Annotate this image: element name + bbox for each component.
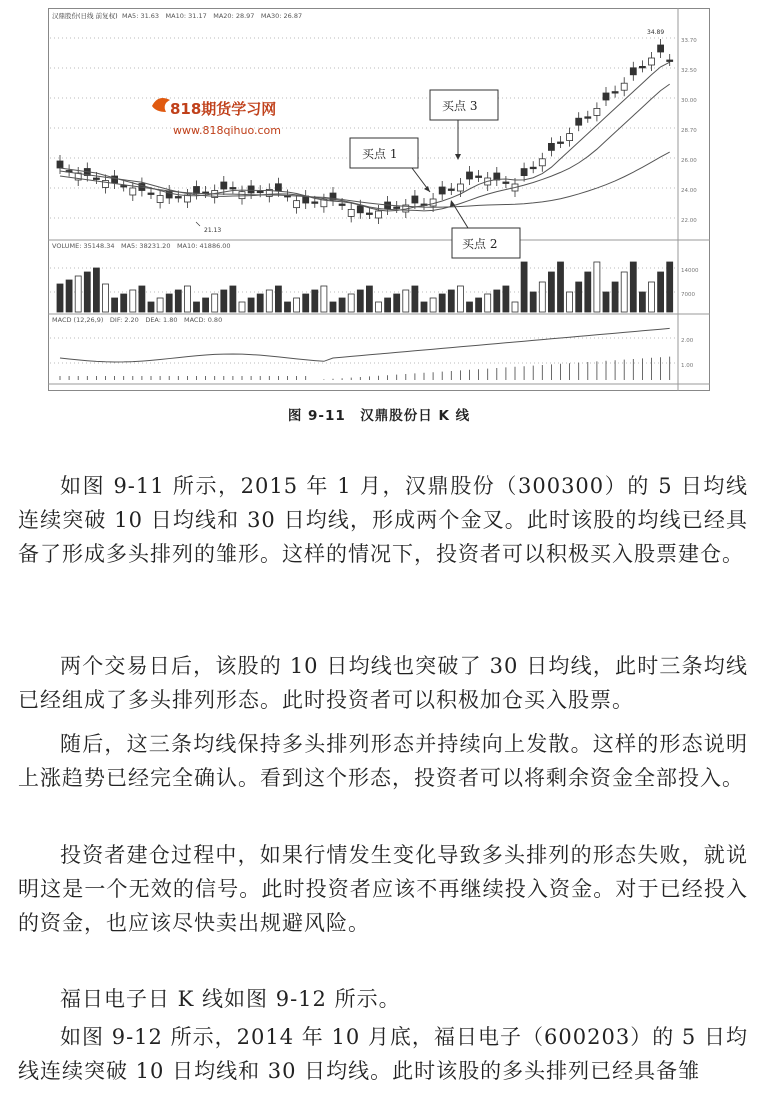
- volume-bar: [257, 294, 263, 312]
- svg-text:14000: 14000: [681, 268, 699, 274]
- body-paragraph-1: 如图 9-11 所示，2015 年 1 月，汉鼎股份（300300）的 5 日均线连续突破 10 日均线和 30 日均线，形成两个金叉。此时该股的均线已经具备了形成多头排列的雏形。这样的情况下，投资者可以积极买入股票建仓。: [18, 474, 748, 566]
- volume-bar: [366, 286, 372, 312]
- volume-bar: [275, 286, 281, 312]
- candle-body: [130, 188, 136, 195]
- candle-body: [257, 191, 263, 193]
- price-min-label: 21.13: [204, 227, 222, 234]
- volume-bar: [203, 298, 209, 312]
- candle-body: [548, 143, 554, 150]
- volume-bar: [421, 302, 427, 312]
- volume-bar: [530, 292, 536, 312]
- volume-bar: [303, 294, 309, 312]
- annotation-2-label: 买点 2: [462, 237, 498, 251]
- candle-body: [230, 188, 236, 190]
- volume-bar: [658, 272, 664, 312]
- candle-body: [357, 206, 363, 213]
- volume-bar: [148, 302, 154, 312]
- watermark-brand: 818期货学习网: [170, 100, 277, 118]
- candle-body: [448, 189, 454, 191]
- volume-bar: [548, 272, 554, 312]
- volume-bar: [594, 262, 600, 312]
- candle-body: [658, 45, 664, 52]
- price-max-label: 34.89: [647, 29, 665, 36]
- candle-body: [394, 207, 400, 209]
- volume-bar: [412, 286, 418, 312]
- body-paragraph-5: 福日电子日 K 线如图 9-12 所示。: [60, 987, 401, 1011]
- volume-bar: [121, 294, 127, 312]
- candle-body: [294, 201, 300, 208]
- macd-legend: MACD (12,26,9) DIF: 2.20 DEA: 1.80 MACD: 0.80: [52, 316, 223, 324]
- candle-body: [603, 93, 609, 100]
- svg-text:32.50: 32.50: [681, 68, 697, 74]
- candle-body: [339, 204, 345, 206]
- volume-bar: [539, 282, 545, 312]
- volume-bar: [567, 292, 573, 312]
- candle-body: [312, 202, 318, 204]
- annotation-1-label: 买点 1: [362, 147, 398, 161]
- volume-bar: [75, 276, 81, 312]
- candle-body: [366, 213, 372, 215]
- volume-bar: [166, 294, 172, 312]
- volume-bar: [157, 298, 163, 312]
- svg-text:2.00: 2.00: [681, 338, 694, 344]
- candle-body: [476, 176, 482, 178]
- candle-body: [612, 92, 618, 94]
- volume-bar: [439, 294, 445, 312]
- volume-bar: [403, 290, 409, 312]
- volume-bar: [448, 290, 454, 312]
- candle-body: [221, 182, 227, 189]
- body-paragraph-3: 随后，这三条均线保持多头排列形态并持续向上发散。这样的形态说明上涨趋势已经完全确认。看到这个形态，投资者可以将剩余资金全部投入。: [18, 732, 748, 790]
- volume-bar: [239, 302, 245, 312]
- volume-legend: VOLUME: 35148.34 MA5: 38231.20 MA10: 41886.00: [52, 242, 231, 250]
- candle-body: [175, 197, 181, 199]
- candle-body: [194, 187, 200, 194]
- volume-bar: [512, 302, 518, 312]
- volume-bar: [385, 298, 391, 312]
- candle-body: [621, 83, 627, 90]
- svg-text:7000: 7000: [681, 292, 695, 298]
- volume-bar: [612, 282, 618, 312]
- volume-bar: [467, 302, 473, 312]
- volume-bar: [184, 286, 190, 312]
- volume-bar: [230, 286, 236, 312]
- volume-bar: [485, 294, 491, 312]
- volume-bar: [558, 262, 564, 312]
- volume-bar: [494, 290, 500, 312]
- candle-body: [121, 186, 127, 188]
- volume-bar: [66, 280, 72, 312]
- volume-bar: [576, 282, 582, 312]
- candle-body: [649, 58, 655, 65]
- candle-body: [239, 192, 245, 199]
- svg-text:33.70: 33.70: [681, 38, 697, 44]
- stock-title: 汉鼎股份(日线 前复权): [52, 12, 118, 20]
- candle-body: [412, 196, 418, 203]
- volume-bar: [221, 290, 227, 312]
- volume-bar: [84, 272, 90, 312]
- volume-bar: [212, 294, 218, 312]
- annotation-3-label: 买点 3: [442, 99, 478, 113]
- volume-bar: [521, 262, 527, 312]
- volume-bar: [430, 298, 436, 312]
- volume-bar: [139, 286, 145, 312]
- volume-bar: [630, 262, 636, 312]
- volume-bar: [603, 292, 609, 312]
- volume-bar: [294, 298, 300, 312]
- figure-caption: 图 9-11 汉鼎股份日 K 线: [287, 408, 471, 424]
- candle-body: [93, 178, 99, 180]
- volume-bar: [503, 286, 509, 312]
- candle-body: [530, 167, 536, 169]
- volume-bar: [285, 302, 291, 312]
- volume-bar: [266, 290, 272, 312]
- volume-bar: [330, 302, 336, 312]
- body-paragraph-2: 两个交易日后，该股的 10 日均线也突破了 30 日均线，此时三条均线已经组成了多头排列形态。此时投资者可以积极加仓买入股票。: [18, 654, 748, 712]
- watermark-url: www.818qihuo.com: [173, 124, 281, 137]
- candle-body: [148, 193, 154, 195]
- volume-bar: [348, 294, 354, 312]
- volume-bar: [376, 302, 382, 312]
- candle-body: [457, 184, 463, 191]
- candle-body: [639, 66, 645, 68]
- volume-bar: [103, 284, 109, 312]
- body-paragraph-6: 如图 9-12 所示，2014 年 10 月底，福日电子（600203）的 5 日均线连续突破 10 日均线和 30 日均线。此时该股的多头排列已经具备雏: [18, 1025, 748, 1083]
- volume-bar: [130, 290, 136, 312]
- volume-bar: [621, 272, 627, 312]
- candle-body: [467, 172, 473, 179]
- volume-bar: [339, 298, 345, 312]
- candle-body: [567, 134, 573, 141]
- volume-bar: [585, 272, 591, 312]
- svg-text:24.00: 24.00: [681, 188, 697, 194]
- svg-text:30.00: 30.00: [681, 98, 697, 104]
- candle-body: [376, 211, 382, 218]
- candle-body: [57, 161, 63, 168]
- volume-bar: [312, 290, 318, 312]
- svg-text:22.00: 22.00: [681, 218, 697, 224]
- volume-bar: [639, 292, 645, 312]
- candle-body: [667, 60, 673, 62]
- volume-bar: [357, 290, 363, 312]
- body-paragraph-4: 投资者建仓过程中，如果行情发生变化导致多头排列的形态失败，就说明这是一个无效的信号。此时投资者应该不再继续投入资金。对于已经投入的资金，也应该尽快卖出规避风险。: [18, 843, 748, 935]
- volume-bar: [394, 294, 400, 312]
- volume-bar: [112, 298, 118, 312]
- volume-bar: [175, 290, 181, 312]
- candle-body: [275, 184, 281, 191]
- candle-body: [521, 169, 527, 176]
- candle-body: [157, 196, 163, 203]
- volume-bar: [93, 268, 99, 312]
- volume-bar: [194, 302, 200, 312]
- candle-body: [348, 209, 354, 216]
- svg-text:1.00: 1.00: [681, 363, 694, 369]
- volume-bar: [649, 282, 655, 312]
- volume-bar: [57, 284, 63, 312]
- svg-text:26.00: 26.00: [681, 158, 697, 164]
- candle-body: [576, 118, 582, 125]
- candle-body: [439, 187, 445, 194]
- volume-bar: [476, 298, 482, 312]
- volume-bar: [321, 286, 327, 312]
- svg-text:28.70: 28.70: [681, 128, 697, 134]
- volume-bar: [457, 286, 463, 312]
- candle-body: [630, 68, 636, 75]
- candlestick-figure: [48, 8, 710, 396]
- candle-body: [503, 182, 509, 184]
- candle-body: [585, 117, 591, 119]
- volume-bar: [248, 298, 254, 312]
- candle-body: [248, 186, 254, 193]
- candle-body: [594, 108, 600, 115]
- candle-body: [539, 159, 545, 166]
- candle-body: [558, 142, 564, 144]
- volume-bar: [667, 262, 673, 312]
- ma-legend: MA5: 31.63 MA10: 31.17 MA20: 28.97 MA30: 26.87: [122, 12, 303, 20]
